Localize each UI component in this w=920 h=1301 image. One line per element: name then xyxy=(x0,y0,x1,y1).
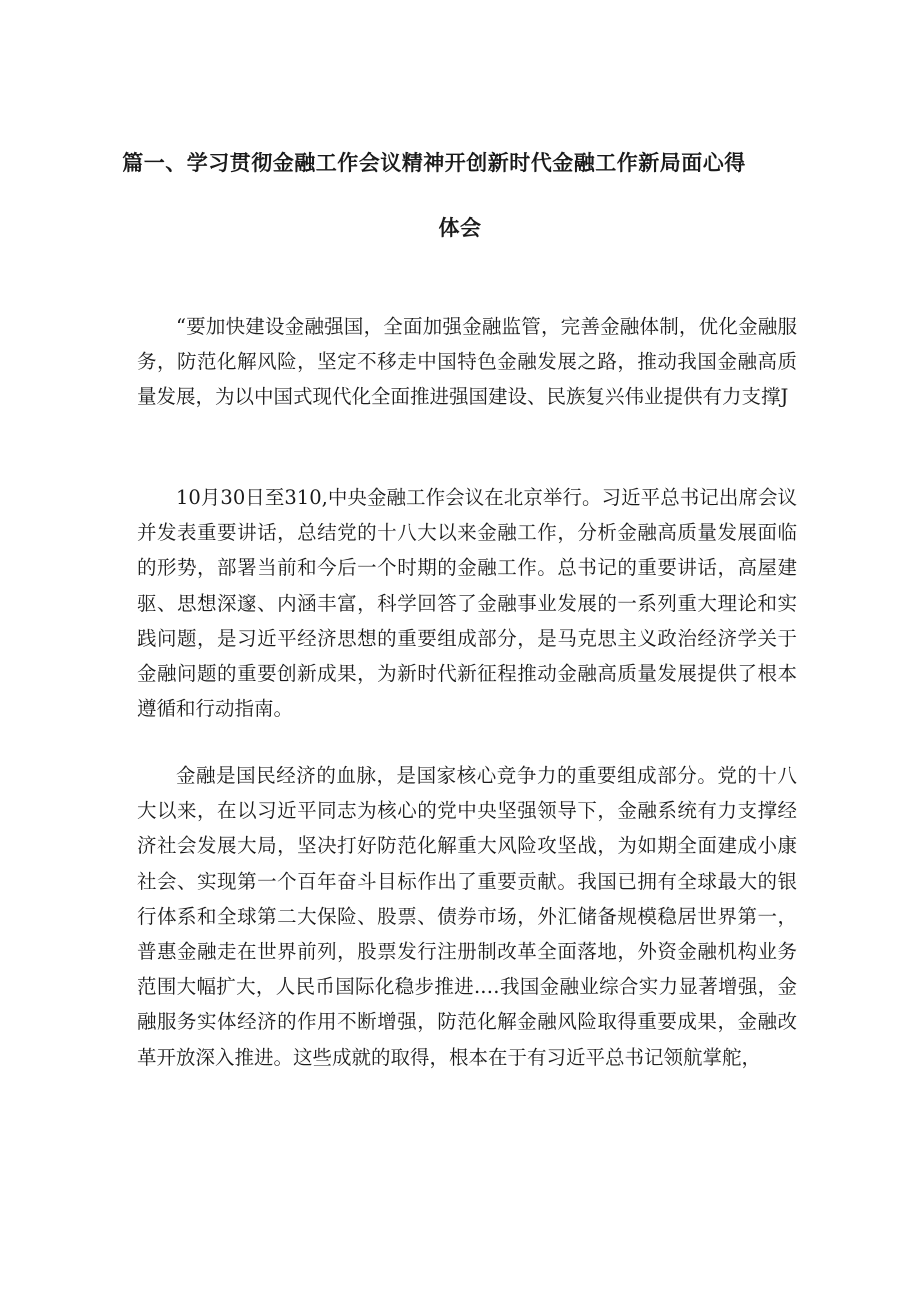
paragraph-achievements: 金融是国民经济的血脉，是国家核心竞争力的重要组成部分。党的十八大以来，在以习近平同志为核心的党中央坚强领导下，金融系统有力支撑经济社会发展大局，坚决打好防范化解重大风险攻坚战，为如期全面建成小康社会、实现第一个百年奋斗目标作出了重要贡献。我国已拥有全球最大的银行体系和全球第二大保险、股票、债券市场，外汇储备规模稳居世界第一，普惠金融走在世界前列，股票发行注册制改革全面落地，外资金融机构业务范围大幅扩大，人民币国际化稳步推进.…我国金融业综合实力显著增强，金融服务实体经济的作用不断增强，防范化解金融风险取得重要成果，金融改革开放深入推进。这些成就的取得，根本在于有习近平总书记领航掌舵， xyxy=(137,764,797,1069)
paragraph-quote: “要加快建设金融强国，全面加强金融监管，完善金融体制，优化金融服务，防范化解风险，坚定不移走中国特色金融发展之路，推动我国金融高质量发展，为以中国式现代化全面推进强国建设、民族复兴伟业提供有力支撑J xyxy=(137,315,797,409)
paragraph-meeting: 10月30日至310,中央金融工作会议在北京举行。习近平总书记出席会议并发表重要讲话，总结党的十八大以来金融工作，分析金融高质量发展面临的形势，部署当前和今后一个时期的金融工作。总书记的重要讲话，高屋建驱、思想深邃、内涵丰富，科学回答了金融事业发展的一系列重大理论和实践问题，是习近平经济思想的重要组成部分，是马克思主义政治经济学关于金融问题的重要创新成果，为新时代新征程推动金融高质量发展提供了根本遵循和行动指南。 xyxy=(137,486,797,721)
document-title-line-2: 体会 xyxy=(438,216,482,240)
document-title-line-1: 篇一、学习贯彻金融工作会议精神开创新时代金融工作新局面心得 xyxy=(122,151,746,175)
